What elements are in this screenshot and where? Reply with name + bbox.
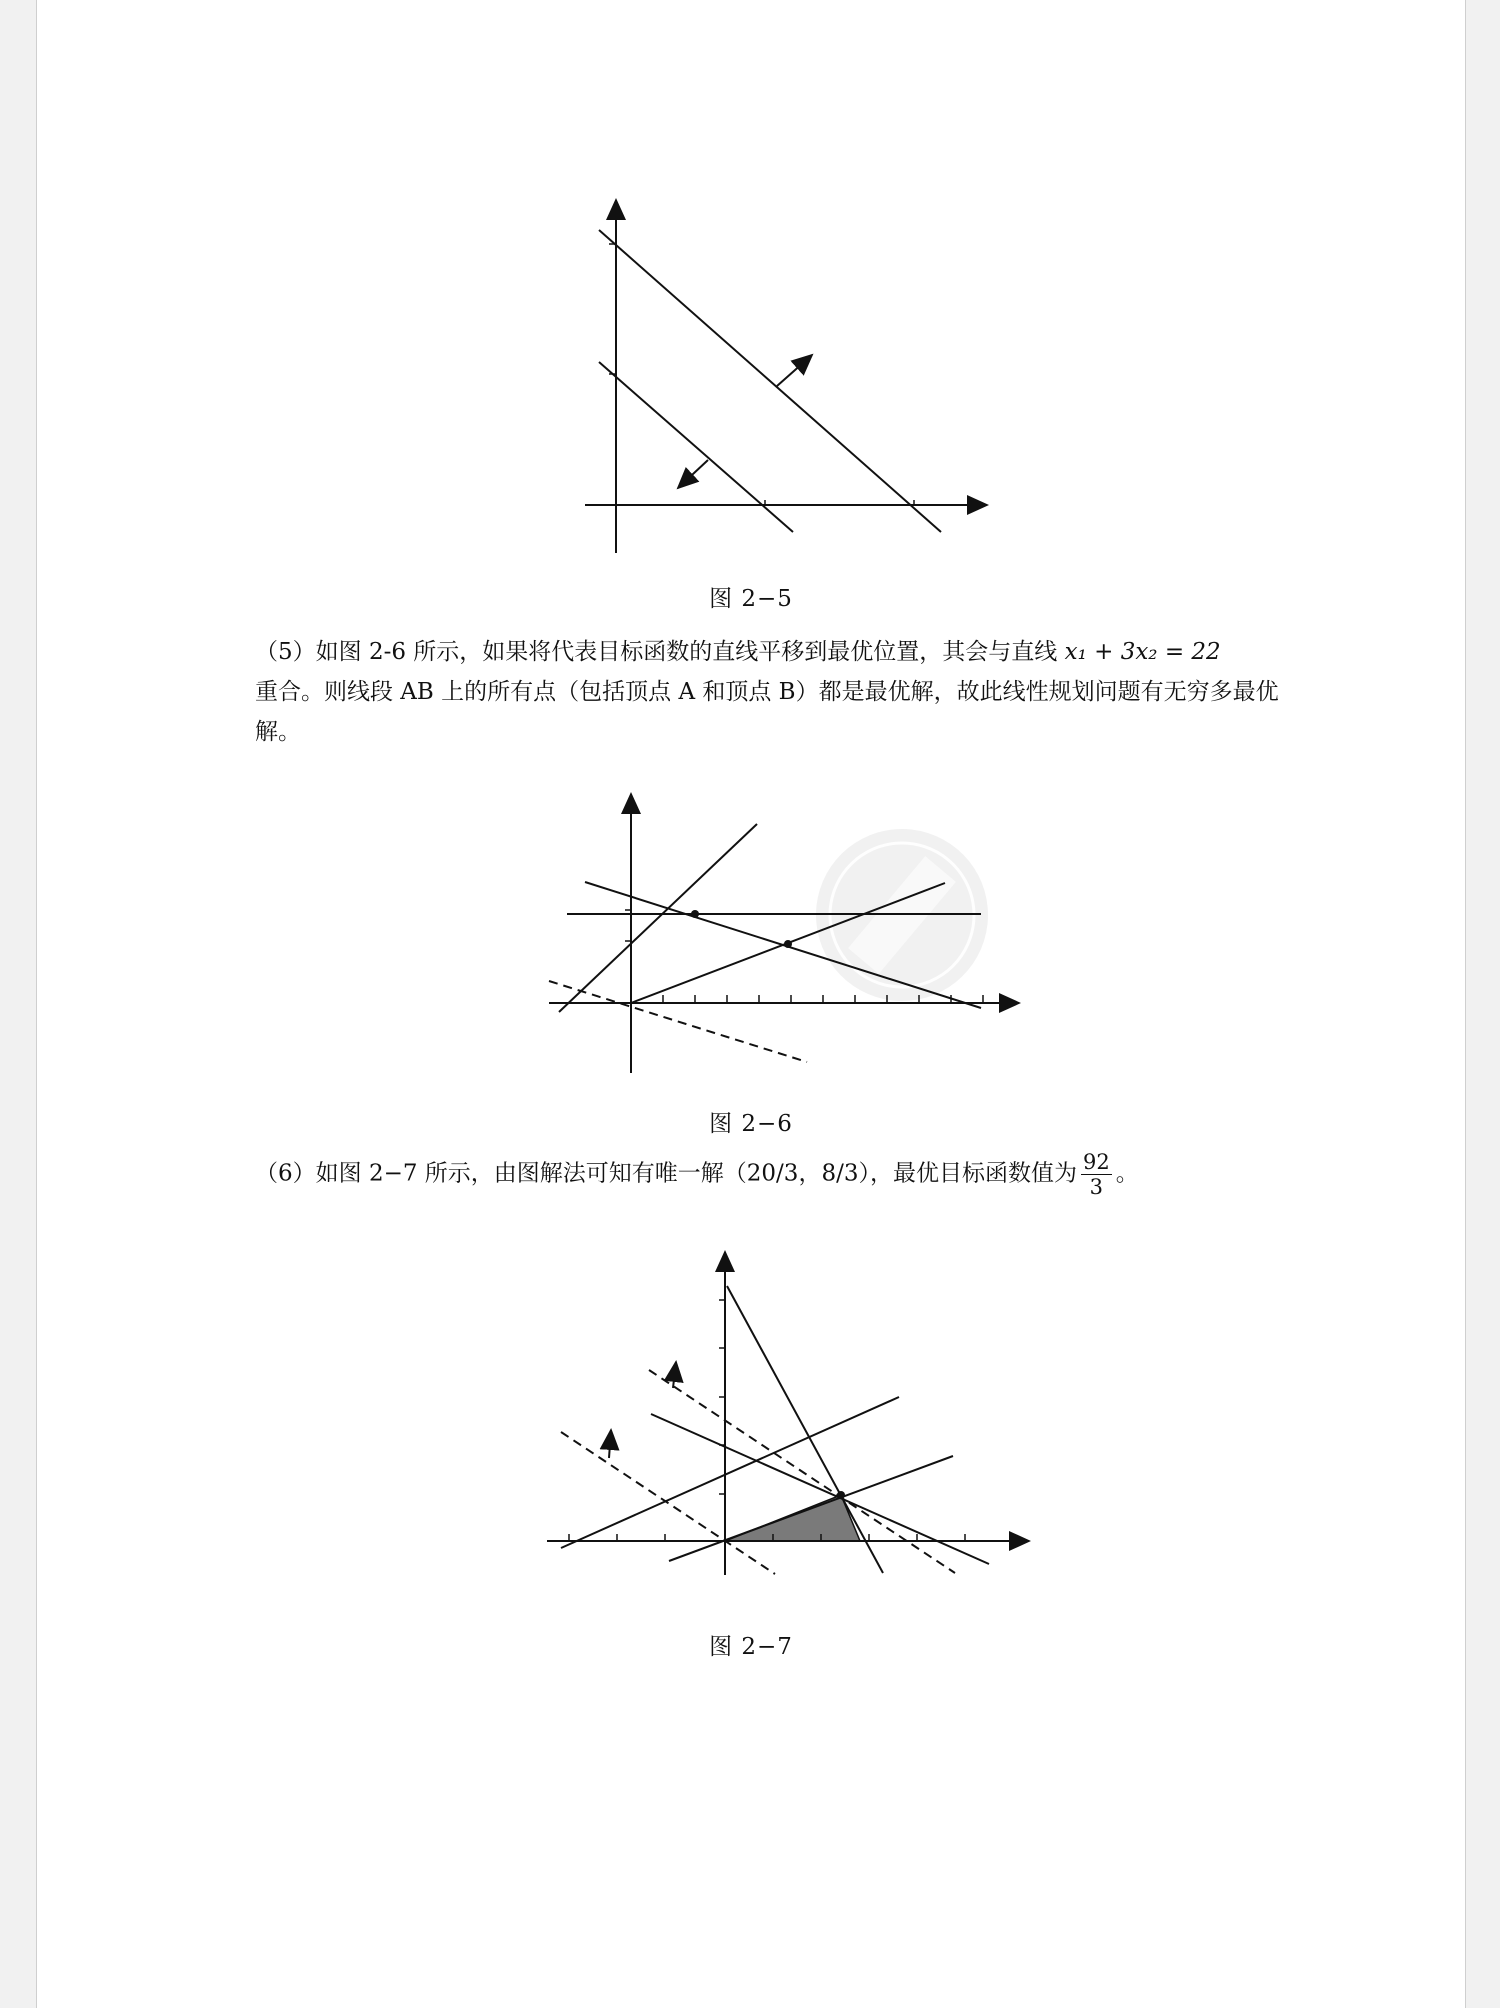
direction-arrow-2 [673, 1362, 676, 1388]
vertex-b [784, 940, 792, 948]
paragraph-5-line2: 重合。则线段 AB 上的所有点（包括顶点 A 和顶点 B）都是最优解，故此线性规划问题有无穷多最优解。 [255, 679, 1279, 745]
figure-2-6-caption: 图 2−6 [709, 1111, 793, 1137]
direction-arrow-1 [609, 1430, 611, 1458]
direction-arrow-down [678, 460, 708, 488]
feasible-region [725, 1495, 860, 1541]
objective-line-upper [599, 230, 941, 532]
figure-2-5 [517, 190, 1017, 560]
paragraph-6: （6）如图 2−7 所示，由图解法可知有唯一解（20/3，8/3），最优目标函数值为 $\frac{92}{3}$ 。 [255, 1150, 1139, 1199]
constraint-line-steep [559, 824, 757, 1012]
figure-2-6 [537, 790, 1037, 1080]
direction-arrow-up [777, 355, 812, 386]
paragraph-6-text: （6）如图 2−7 所示，由图解法可知有唯一解（20/3，8/3），最优目标函数值为 [255, 1160, 1077, 1187]
equation-x1-3x2-22: x₁ + 3x₂ = 22 [1064, 639, 1221, 665]
objective-line-dashed [549, 981, 807, 1062]
objective-line-lower [599, 362, 793, 532]
vertex-a [691, 910, 699, 918]
figure-2-7 [537, 1240, 1057, 1580]
paragraph-5-line1: （5）如图 2-6 所示，如果将代表目标函数的直线平移到最优位置，其会与直线 [255, 639, 1058, 665]
paragraph-5 [255, 632, 1295, 752]
optimal-point [837, 1491, 845, 1499]
figure-2-5-caption: 图 2−5 [709, 586, 793, 612]
objective-line-dashed-1 [561, 1432, 775, 1574]
figure-2-7-caption: 图 2−7 [709, 1634, 793, 1660]
optimal-value-fraction: $\frac{92}{3}$ [1082, 1150, 1110, 1199]
constraint-line-rising-short [669, 1456, 953, 1561]
x-axis-ticks [663, 995, 983, 1003]
document-page [36, 0, 1466, 2008]
